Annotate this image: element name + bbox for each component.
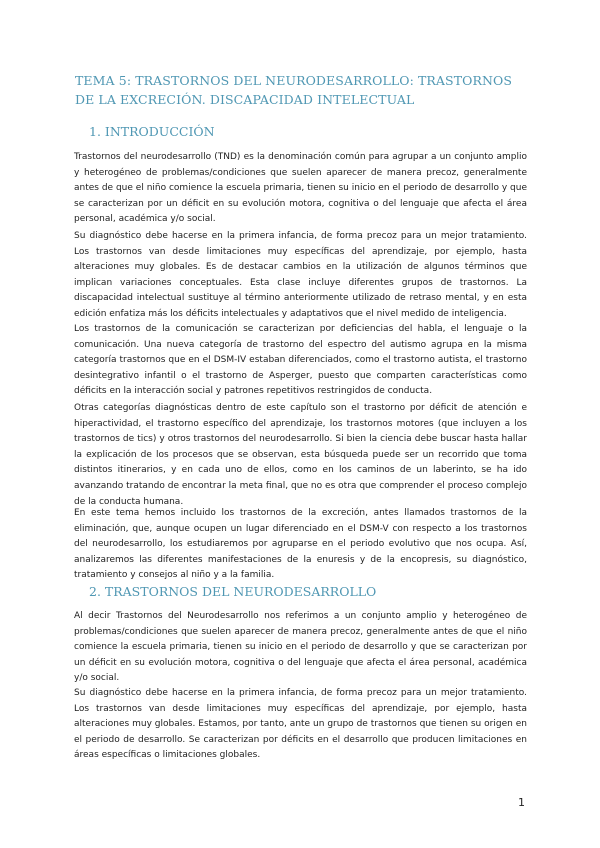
paragraph: En este tema hemos incluido los trastornos de la excreción, antes llamados trastornos de la eliminación, que, aunque ocupen un lugar diferenciado en el DSM-V con respecto a los trastornos del neurodesarrollo, los estudiaremos por agruparse en el periodo evolutivo que nos ocupa. Así, analizaremos las diferentes manifestaciones de la enuresis y de la encopresis, su diagnóstico, tratamiento y consejos al niño y a la familia. <box>74 508 527 581</box>
paragraph: Otras categorías diagnósticas dentro de este capítulo son el trastorno por déficit de atención e hiperactividad, el trastorno específico del aprendizaje, los trastornos motores (que incluyen a los trastornos de tics) y otros trastornos del neurodesarrollo. Si bien la ciencia debe buscar hasta hallar la explicación de los procesos que se observan, esta búsqueda puede ser un recorrido que toma distintos itinerarios, y en cada uno de ellos, como en los caminos de un laberinto, se ha ido avanzando tratando de encontrar la meta final, que no es otra que comprender el proceso complejo de la conducta humana. <box>74 403 527 507</box>
paragraph: Su diagnóstico debe hacerse en la primera infancia, de forma precoz para un mejor tratamiento. Los trastornos van desde limitaciones muy específicas del aprendizaje, por ejemplo, hasta alteraciones muy globales. Estamos, por tanto, ante un grupo de trastornos que tienen su origen en el periodo de desarrollo. Se caracterizan por déficits en el desarrollo que producen limitaciones en áreas específicas o limitaciones globales. <box>74 688 527 761</box>
section-heading-introduccion: 1. INTRODUCCIÓN <box>89 124 215 139</box>
paragraph: Su diagnóstico debe hacerse en la primera infancia, de forma precoz para un mejor tratamiento. Los trastornos van desde limitaciones muy específicas del aprendizaje, por ejemplo, hasta alteraciones muy globales. Es de destacar cambios en la utilización de algunos términos que implican variaciones conceptuales. Esta clase incluye diferentes grupos de trastornos. La discapacidad intelectual sustituye al término anteriormente utilizado de retraso mental, y en esta edición enfatiza más los déficits intelectuales y adaptativos que el nivel medido de inteligencia. <box>74 231 527 319</box>
page-number: 1 <box>518 796 525 809</box>
paragraph: Al decir Trastornos del Neurodesarrollo nos referimos a un conjunto amplio y heterogéneo de problemas/condiciones que suelen aparecer de manera precoz, generalmente antes de que el niño comience la escuela primaria, tienen su inicio en el periodo de desarrollo y que se caracterizan por un déficit en su evolución motora, cognitiva o del lenguaje que afecta el área personal, académica y/o social. <box>74 611 527 684</box>
section-heading-trastornos-neurodesarrollo: 2. TRASTORNOS DEL NEURODESARROLLO <box>89 584 377 599</box>
paragraph: Trastornos del neurodesarrollo (TND) es la denominación común para agrupar a un conjunto amplio y heterogéneo de problemas/condiciones que suelen aparecer de manera precoz, generalmente antes de que el niño comience la escuela primaria, tienen su inicio en el periodo de desarrollo y que se caracterizan por un déficit en su evolución motora, cognitiva o del lenguaje que afecta el área personal, académica y/o social. <box>74 152 527 225</box>
document-title: TEMA 5: TRASTORNOS DEL NEURODESARROLLO: TRASTORNOS DE LA EXCRECIÓN. DISCAPACIDAD INTELECTUAL <box>75 73 513 107</box>
paragraph: Los trastornos de la comunicación se caracterizan por deficiencias del habla, el lenguaje o la comunicación. Una nueva categoría de trastorno del espectro del autismo agrupa en la misma categoría trastornos que en el DSM-IV estaban diferenciados, como el trastorno autista, el trastorno desintegrativo infantil o el trastorno de Asperger, puesto que comparten características como déficits en la interacción social y patrones repetitivos restringidos de conducta. <box>74 324 527 397</box>
